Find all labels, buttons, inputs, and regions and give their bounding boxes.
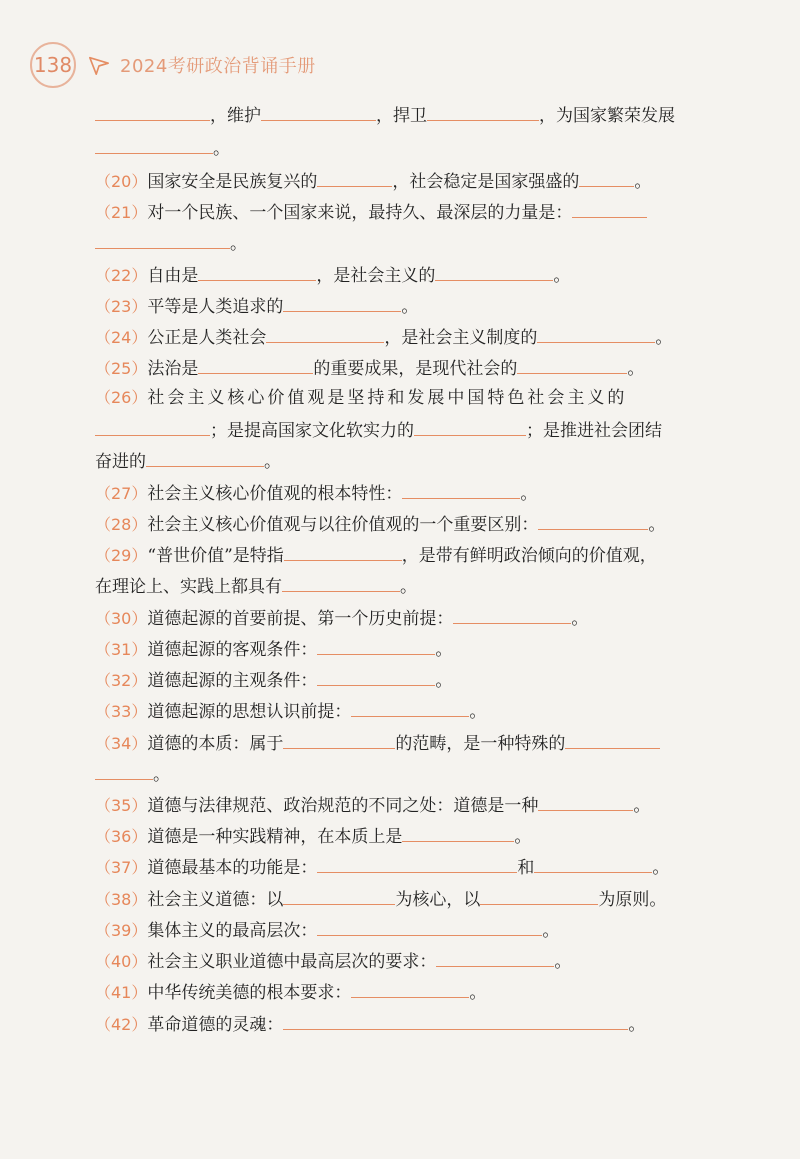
answer-blank[interactable] [317,854,517,873]
item-text: 。 [514,827,532,847]
item-number: （25） [95,359,148,378]
item-text: 。 [400,577,417,597]
answer-blank[interactable] [283,730,395,749]
item-number: （33） [95,702,148,721]
item-text: 和 [517,858,535,878]
book-title: 2024考研政治背诵手册 [120,56,316,77]
answer-blank[interactable] [538,792,633,811]
answer-blank[interactable] [95,417,210,436]
item-text: 。 [648,515,666,535]
item-text: 社会主义核心价值观的根本特性： [147,484,403,504]
item-number: （37） [95,858,148,877]
item-text: 。 [213,139,230,159]
list-item [95,730,660,754]
item-number: （29） [95,546,148,565]
list-item [95,386,627,410]
list-item [95,542,657,566]
item-text: 的重要成果，是现代社会的 [313,359,518,379]
answer-blank[interactable] [565,730,660,749]
answer-blank[interactable] [95,102,210,121]
item-number: （34） [95,734,148,753]
answer-blank[interactable] [414,417,526,436]
item-number: （20） [95,172,148,191]
list-item [95,102,675,126]
page-number: 138 [30,42,76,88]
item-number: （41） [95,983,148,1002]
item-text: 为原则。 [598,890,667,910]
item-number: （26） [95,388,148,407]
page-header [30,40,630,90]
item-text: 。 [634,172,652,192]
list-item [95,605,588,629]
answer-blank[interactable] [198,355,313,374]
answer-blank[interactable] [198,262,316,281]
list-item [95,1011,645,1035]
item-text: 。 [554,952,572,972]
answer-blank[interactable] [480,886,598,905]
answer-blank[interactable] [537,324,655,343]
list-item [95,698,486,722]
item-text: 的范畴，是一种特殊的 [395,734,566,754]
list-item [95,854,669,878]
answer-blank[interactable] [283,886,395,905]
item-text: ；是推进社会团结 [526,421,662,441]
list-item [95,917,559,941]
item-text: 。 [627,359,645,379]
item-text: 奋进的 [95,452,146,472]
answer-blank[interactable] [317,667,435,686]
list-item [95,761,170,785]
list-item [95,355,644,379]
item-text: 。 [264,452,281,472]
item-text: 社会主义道德：以 [147,890,284,910]
list-item [95,324,672,348]
item-number: （36） [95,827,148,846]
item-number: （31） [95,640,148,659]
answer-blank[interactable] [572,199,647,218]
item-number: （35） [95,796,148,815]
list-item [95,573,417,597]
list-item [95,667,452,691]
item-text: 。 [230,234,247,254]
item-text: 。 [628,1015,646,1035]
item-text: 。 [469,702,487,722]
item-text: ，是社会主义制度的 [384,328,538,348]
item-number: （28） [95,515,148,534]
answer-blank[interactable] [283,293,401,312]
answer-blank[interactable] [351,698,469,717]
answer-blank[interactable] [579,168,634,187]
item-text: 中华传统美德的根本要求： [147,983,352,1003]
list-item [95,480,537,504]
item-number: （32） [95,671,148,690]
item-number: （40） [95,952,148,971]
answer-blank[interactable] [317,636,435,655]
list-item [95,792,650,816]
list-item [95,135,230,159]
answer-blank[interactable] [95,761,153,780]
item-text: 道德是一种实践精神，在本质上是 [147,827,403,847]
item-text: 社会主义核心价值观是坚持和发展中国特色社会主义的 [147,388,628,408]
item-text: 。 [652,858,670,878]
item-text: 社会主义职业道德中最高层次的要求： [147,952,437,972]
item-text: 。 [571,609,589,629]
list-item [95,230,247,254]
item-text: ，为国家繁荣发展 [539,106,675,126]
item-text: 道德起源的主观条件： [147,671,318,691]
item-text: 对一个民族、一个国家来说，最持久、最深层的力量是： [147,203,573,223]
item-text: 道德最基本的功能是： [147,858,318,878]
item-text: 。 [153,765,170,785]
item-text: 。 [542,921,560,941]
item-text: ，维护 [210,106,261,126]
list-item [95,511,665,535]
item-number: （30） [95,609,148,628]
list-item [95,168,651,192]
answer-blank[interactable] [284,542,402,561]
item-text: 。 [655,328,673,348]
answer-blank[interactable] [95,230,230,249]
item-text: 。 [401,297,419,317]
item-text: 。 [469,983,487,1003]
item-text: ，是社会主义的 [316,266,436,286]
item-text: 道德起源的客观条件： [147,640,318,660]
item-number: （21） [95,203,148,222]
item-text: 道德起源的首要前提、第一个历史前提： [147,609,454,629]
item-text: ，社会稳定是国家强盛的 [392,172,580,192]
answer-blank[interactable] [266,324,384,343]
answer-blank[interactable] [351,979,469,998]
item-text: 。 [435,640,453,660]
item-text: 革命道德的灵魂： [147,1015,284,1035]
item-text: ，捍卫 [376,106,427,126]
answer-blank[interactable] [402,823,514,842]
answer-blank[interactable] [317,917,542,936]
item-text: 道德起源的思想认识前提： [147,702,352,722]
answer-blank[interactable] [436,948,554,967]
answer-blank[interactable] [282,573,400,592]
item-number: （38） [95,890,148,909]
item-text: 自由是 [147,266,199,286]
list-item [95,448,281,472]
answer-blank[interactable] [538,511,648,530]
item-text: 社会主义核心价值观与以往价值观的一个重要区别： [147,515,539,535]
answer-blank[interactable] [261,102,376,121]
item-text: 。 [553,266,571,286]
item-text: 。 [633,796,651,816]
list-item [95,199,647,223]
item-text: 。 [520,484,538,504]
item-text: 平等是人类追求的 [147,297,284,317]
item-text: 公正是人类社会 [147,328,267,348]
item-text: 道德与法律规范、政治规范的不同之处：道德是一种 [147,796,539,816]
list-item [95,948,571,972]
answer-blank[interactable] [427,102,539,121]
list-item [95,262,570,286]
item-text: 在理论上、实践上都具有 [95,577,282,597]
item-text: ，是带有鲜明政治倾向的价值观， [401,546,657,566]
item-text: 集体主义的最高层次： [147,921,318,941]
answer-blank[interactable] [517,355,627,374]
list-item [95,636,452,660]
answer-blank[interactable] [146,448,264,467]
list-item [95,293,418,317]
item-text: 道德的本质：属于 [147,734,284,754]
answer-blank[interactable] [453,605,571,624]
item-number: （22） [95,266,148,285]
answer-blank[interactable] [435,262,553,281]
item-text: 。 [435,671,453,691]
answer-blank[interactable] [402,480,520,499]
item-number: （42） [95,1015,148,1034]
answer-blank[interactable] [95,135,213,154]
item-text: ；是提高国家文化软实力的 [210,421,414,441]
item-text: “普世价值”是特指 [147,546,284,566]
item-number: （23） [95,297,148,316]
answer-blank[interactable] [283,1011,628,1030]
item-text: 法治是 [147,359,199,379]
list-item [95,886,666,910]
item-text: 国家安全是民族复兴的 [147,172,318,192]
item-text: 为核心，以 [395,890,481,910]
list-item [95,979,486,1003]
answer-blank[interactable] [317,168,392,187]
answer-blank[interactable] [534,854,652,873]
item-number: （39） [95,921,148,940]
item-number: （24） [95,328,148,347]
list-item [95,417,662,441]
list-item [95,823,531,847]
paper-plane-icon [88,54,110,76]
item-number: （27） [95,484,148,503]
